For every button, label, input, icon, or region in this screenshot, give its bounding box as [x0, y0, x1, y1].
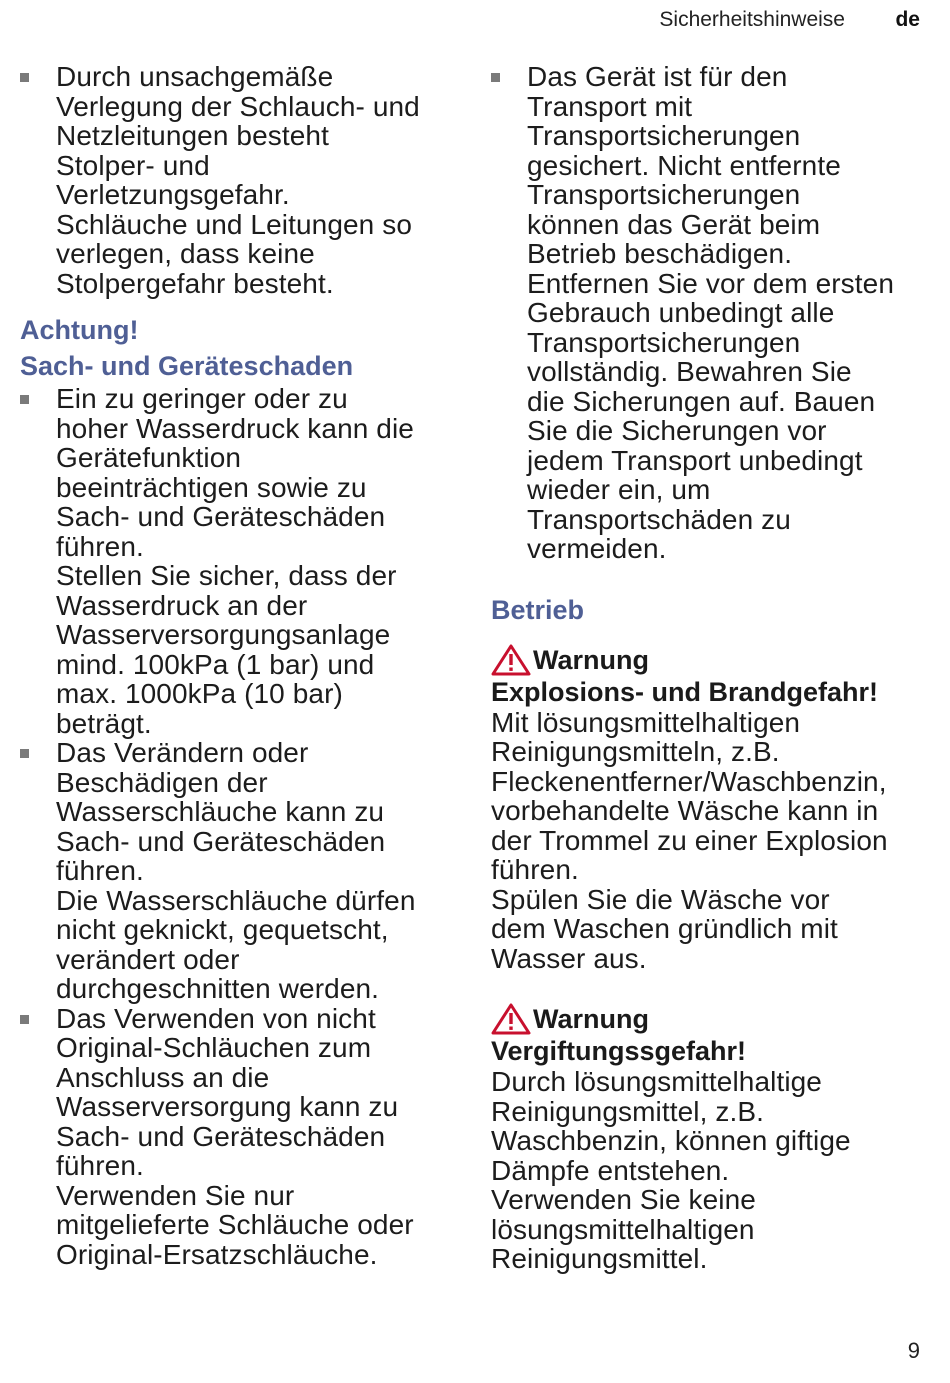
- text-line: Waschbenzin, können giftige: [491, 1125, 851, 1156]
- text-line: Transport mit: [527, 90, 693, 122]
- text-line: Original-Schläuchen zum: [56, 1032, 372, 1063]
- text-line: hoher Wasserdruck kann die: [56, 412, 414, 444]
- header-section-name: Sicherheitshinweise: [659, 8, 845, 31]
- transport-list: [491, 62, 931, 564]
- intro-list: [20, 62, 450, 298]
- text-line: Dämpfe entstehen.: [491, 1154, 730, 1186]
- warning-label-row: [491, 644, 931, 676]
- warning-triangle-icon: [491, 1003, 531, 1035]
- text-line: Reinigungsmittel.: [491, 1243, 708, 1274]
- text-line: verlegen, dass keine: [56, 238, 315, 269]
- page-number: 9: [907, 1338, 920, 1363]
- list-item: [20, 1004, 450, 1270]
- square-bullet-icon: [20, 1015, 29, 1024]
- right-column: [491, 62, 931, 1274]
- text-line: Verletzungsgefahr.: [56, 179, 290, 210]
- text-line: Transportsicherungen: [527, 120, 801, 151]
- text-line: beeinträchtigen sowie zu: [56, 471, 367, 503]
- list-item-text: [527, 62, 931, 564]
- text-line: Mit lösungsmittelhaltigen: [491, 706, 801, 738]
- text-line: Das Verwenden von nicht: [56, 1002, 376, 1034]
- text-line: Gebrauch unbedingt alle: [527, 297, 835, 328]
- text-line: der Trommel zu einer Explosion: [491, 824, 888, 856]
- caution-title: Achtung!: [20, 315, 139, 345]
- text-line: führen.: [56, 855, 144, 886]
- text-line: Durch lösungsmittelhaltige: [491, 1066, 822, 1097]
- text-line: Sach- und Geräteschäden: [56, 825, 386, 857]
- square-bullet-icon: [20, 73, 29, 82]
- text-line: Wasserversorgung kann zu: [56, 1091, 399, 1122]
- text-line: vermeiden.: [527, 533, 667, 564]
- text-line: durchgeschnitten werden.: [56, 973, 380, 1004]
- warning-explosion: [491, 644, 931, 974]
- text-line: gesichert. Nicht entfernte: [527, 149, 841, 181]
- text-line: Netzleitungen besteht: [56, 120, 329, 151]
- text-line: max. 1000kPa (10 bar): [56, 678, 343, 709]
- list-item: [20, 384, 450, 738]
- text-line: Fleckenentferner/Waschbenzin,: [491, 765, 887, 797]
- text-line: Stolpergefahr besteht.: [56, 267, 334, 299]
- section-heading-betrieb: Betrieb: [491, 594, 585, 625]
- page-header: [0, 8, 950, 36]
- warning-triangle-icon: [491, 644, 531, 676]
- text-line: die Sicherungen auf. Bauen: [527, 385, 876, 417]
- text-line: Stolper- und: [56, 149, 210, 181]
- text-line: Entfernen Sie vor dem ersten: [527, 267, 894, 299]
- text-line: Gerätefunktion: [56, 442, 242, 473]
- warning-poison: [491, 1003, 931, 1274]
- left-column: [20, 62, 450, 1269]
- text-line: nicht geknickt, gequetscht,: [56, 914, 389, 945]
- text-line: mitgelieferte Schläuche oder: [56, 1209, 414, 1240]
- text-line: Transportsicherungen: [527, 326, 801, 358]
- text-line: Sach- und Geräteschäden: [56, 501, 386, 532]
- text-line: Sach- und Geräteschäden: [56, 1120, 386, 1152]
- text-line: Anschluss an die: [56, 1061, 270, 1093]
- list-item: [20, 62, 450, 298]
- text-line: mind. 100kPa (1 bar) und: [56, 648, 375, 680]
- square-bullet-icon: [20, 749, 29, 758]
- text-line: Betrieb beschädigen.: [527, 238, 793, 269]
- caution-list: [20, 384, 450, 1269]
- square-bullet-icon: [491, 73, 500, 82]
- text-line: verändert oder: [56, 943, 240, 975]
- text-line: Das Gerät ist für den: [527, 61, 788, 92]
- text-line: wieder ein, um: [527, 474, 711, 505]
- warning-label: Warnung: [533, 1004, 649, 1034]
- warning-text: [491, 1067, 931, 1274]
- text-line: führen.: [56, 1150, 144, 1181]
- warning-title: Vergiftungssgefahr!: [491, 1036, 747, 1066]
- text-line: Wasserschläuche kann zu: [56, 796, 385, 827]
- warning-label: Warnung: [533, 644, 649, 675]
- list-item: [20, 738, 450, 1004]
- text-line: Durch unsachgemäße: [56, 61, 334, 92]
- text-line: Schläuche und Leitungen so: [56, 208, 412, 240]
- text-line: Verwenden Sie keine: [491, 1184, 756, 1215]
- text-line: Stellen Sie sicher, dass der: [56, 560, 397, 591]
- warning-text: [491, 708, 931, 974]
- text-line: Reinigungsmittel, z.B.: [491, 1095, 764, 1127]
- text-line: Die Wasserschläuche dürfen: [56, 884, 416, 916]
- text-line: Reinigungsmitteln, z.B.: [491, 736, 780, 767]
- caution-subtitle: Sach- und Geräteschaden: [20, 351, 354, 381]
- list-item-text: [56, 1004, 450, 1270]
- text-line: Verlegung der Schlauch- und: [56, 90, 420, 122]
- text-line: führen.: [56, 530, 144, 562]
- text-line: können das Gerät beim: [527, 208, 821, 240]
- text-line: Wasser aus.: [491, 942, 647, 974]
- text-line: Original-Ersatzschläuche.: [56, 1238, 378, 1270]
- header-language: de: [895, 8, 920, 31]
- text-line: vollständig. Bewahren Sie: [527, 356, 852, 387]
- warning-label-row: [491, 1003, 931, 1035]
- text-line: dem Waschen gründlich mit: [491, 913, 838, 944]
- text-line: Das Verändern oder: [56, 737, 309, 768]
- list-item-text: [56, 738, 450, 1004]
- text-line: beträgt.: [56, 707, 152, 739]
- text-line: Transportschäden zu: [527, 503, 791, 535]
- text-line: Verwenden Sie nur: [56, 1179, 295, 1211]
- text-line: Wasserversorgungsanlage: [56, 619, 391, 650]
- text-line: führen.: [491, 854, 579, 885]
- list-item: [491, 62, 931, 564]
- square-bullet-icon: [20, 395, 29, 404]
- text-line: vorbehandelte Wäsche kann in: [491, 795, 879, 826]
- text-line: Wasserdruck an der: [56, 589, 308, 621]
- caution-notice: [20, 312, 450, 384]
- list-item-text: [56, 384, 450, 738]
- warning-title: Explosions- und Brandgefahr!: [491, 676, 879, 707]
- text-line: Sie die Sicherungen vor: [527, 415, 827, 446]
- text-line: jedem Transport unbedingt: [527, 444, 863, 476]
- list-item-text: [56, 62, 450, 298]
- text-line: Beschädigen der: [56, 766, 268, 798]
- text-line: lösungsmittelhaltigen: [491, 1213, 755, 1245]
- text-line: Ein zu geringer oder zu: [56, 383, 348, 414]
- text-line: Spülen Sie die Wäsche vor: [491, 883, 830, 915]
- text-line: Transportsicherungen: [527, 179, 801, 210]
